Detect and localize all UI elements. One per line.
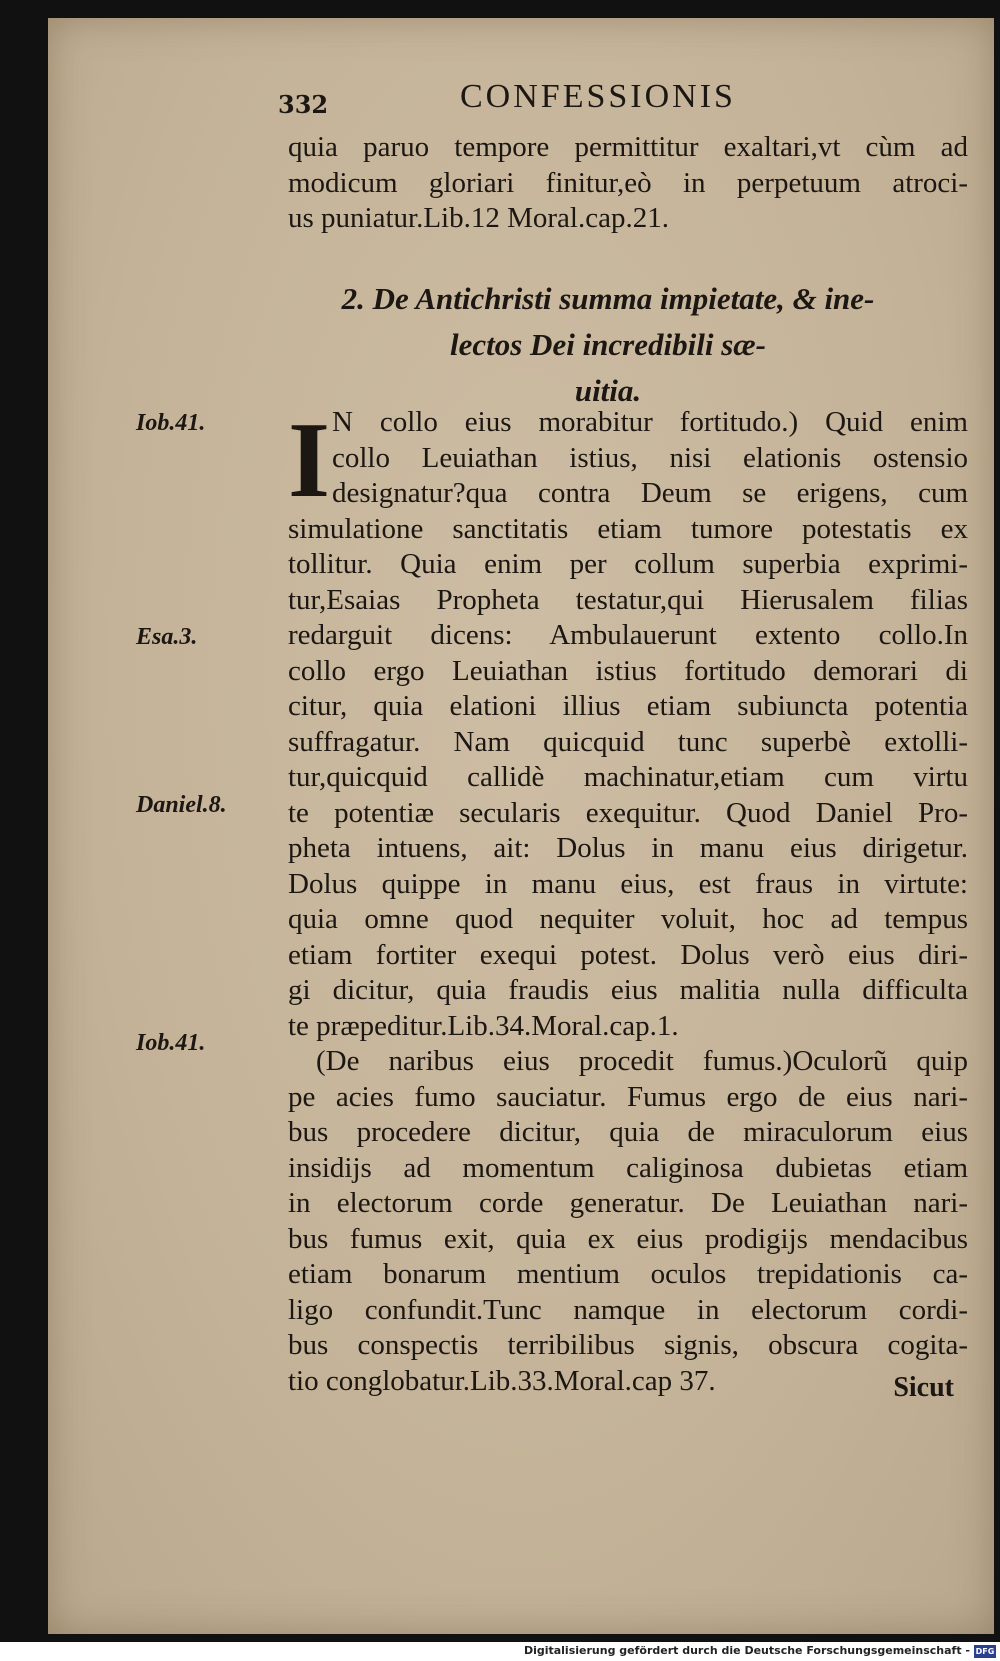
running-title: CONFESSIONIS: [460, 78, 736, 115]
text-line: tio conglobatur.Lib.33.Moral.cap 37.: [288, 1364, 716, 1397]
text-line: bus fumus exit, quia ex eius prodigijs mendacibus: [288, 1222, 968, 1255]
text-line: bus procedere dicitur, quia de miraculorum eius: [288, 1116, 968, 1148]
drop-cap: I: [288, 401, 331, 520]
text-line: bus conspectis terribilibus signis, obscura cogita-: [288, 1329, 968, 1361]
text-line: etiam fortiter exequi potest. Dolus verò eius diri-: [288, 938, 968, 971]
text-line: in electorum corde generatur. De Leuiathan nari-: [288, 1187, 968, 1219]
text-line: collo Leuiathan istius, nisi elationis ostensio: [332, 441, 968, 474]
text-line: tur,quicquid callidè machinatur,etiam cum virtu: [288, 761, 968, 793]
footer-credit: Digitalisierung gefördert durch die Deutsche Forschungsgemeinschaft -: [523, 1644, 970, 1657]
text-block-1: [288, 130, 968, 237]
margin-note: Esa.3.: [136, 624, 198, 650]
page-number: 332: [278, 90, 329, 119]
book-page: [48, 18, 994, 1634]
text-line: quia paruo tempore permittitur exaltari,vt cùm ad: [288, 131, 968, 163]
heading-line: lectos Dei incredibili sæ-: [450, 327, 766, 362]
text-line: pe acies fumo sauciatur. Fumus ergo de eius nari-: [288, 1080, 968, 1113]
text-line: gi dicitur, quia fraudis eius malitia nulla difficulta: [288, 974, 968, 1006]
page-header: [48, 78, 994, 128]
margin-note: Iob.41.: [136, 1030, 206, 1056]
text-line: simulatione sanctitatis etiam tumore potestatis ex: [288, 512, 968, 545]
text-line: insidijs ad momentum caliginosa dubietas etiam: [288, 1151, 968, 1184]
text-line: te potentiæ secularis exequitur. Quod Daniel Pro-: [288, 796, 968, 829]
text-line: citur, quia elationi illius etiam subiuncta potentia: [288, 690, 968, 722]
section-heading: [288, 276, 928, 414]
text-line: quia omne quod nequiter voluit, hoc ad tempus: [288, 903, 968, 935]
margin-note: Iob.41.: [136, 410, 206, 436]
text-line: designatur?qua contra Deum se erigens, cum: [332, 477, 968, 509]
text-line: N collo eius morabitur fortitudo.) Quid enim: [332, 406, 968, 438]
text-line: collo ergo Leuiathan istius fortitudo demorari di: [288, 654, 968, 687]
text-line: tollitur. Quia enim per collum superbia exprimi-: [288, 548, 968, 580]
text-line: us puniatur.Lib.12 Moral.cap.21.: [288, 202, 669, 234]
text-line: modicum gloriari finitur,eò in perpetuum atroci-: [288, 166, 968, 199]
text-line: pheta intuens, ait: Dolus in manu eius dirigetur.: [288, 832, 968, 864]
text-line: tur,Esaias Propheta testatur,qui Hierusalem filias: [288, 583, 968, 616]
dfg-logo-icon: DFG: [975, 1647, 995, 1656]
text-block-2: [288, 401, 968, 1399]
footer-bar: [0, 1642, 1000, 1661]
text-line: Dolus quippe in manu eius, est fraus in virtute:: [288, 867, 968, 900]
text-line: suffragatur. Nam quicquid tunc superbè extolli-: [288, 725, 968, 758]
text-line: etiam bonarum mentium oculos trepidationis ca-: [288, 1258, 968, 1290]
text-line: te præpeditur.Lib.34.Moral.cap.1.: [288, 1009, 679, 1042]
text-line: redarguit dicens: Ambulauerunt extento collo.In: [288, 619, 968, 651]
margin-note: Daniel.8.: [136, 792, 227, 818]
heading-line: uitia.: [574, 373, 642, 408]
text-line: ligo confundit.Tunc namque in electorum cordi-: [288, 1293, 968, 1326]
text-line: (De naribus eius procedit fumus.)Oculorũ quip: [316, 1045, 968, 1077]
catchword: Sicut: [893, 1372, 954, 1403]
heading-line: 2. De Antichristi summa impietate, & ine-: [341, 281, 875, 316]
